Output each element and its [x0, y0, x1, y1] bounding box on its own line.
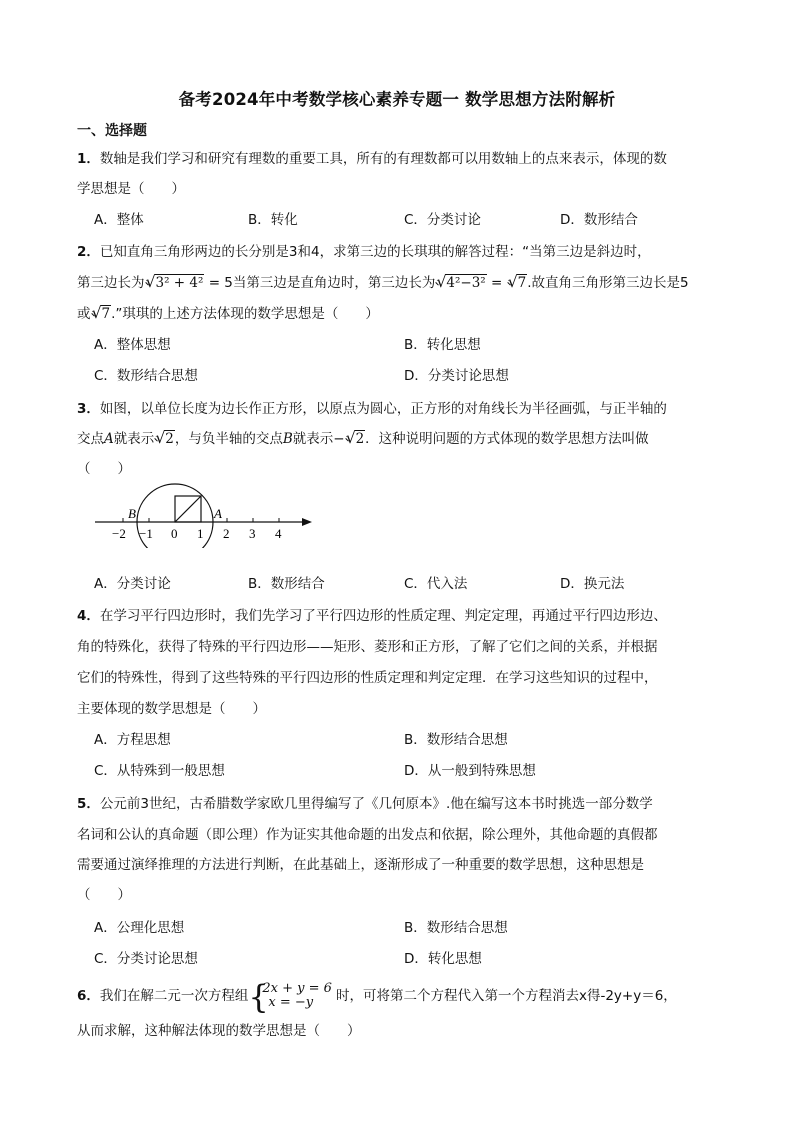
q2-number: 2．: [77, 244, 100, 260]
q4-line2: 角的特殊化，获得了特殊的平行四边形——矩形、菱形和正方形，了解了它们之间的关系，并根据: [77, 639, 658, 655]
q5-line4: （ ）: [77, 887, 131, 903]
sqrt-expression: √ 7: [507, 272, 527, 291]
q4-option-d[interactable]: D．从一般到特殊思想: [404, 763, 536, 779]
q5-option-a[interactable]: A．公理化思想: [94, 920, 185, 936]
square-diagonal: [175, 496, 201, 522]
sqrt-expression: √ 2: [345, 428, 365, 447]
q3-line2: 交点A就表示 √ 2，与负半轴的交点B就表示− √ 2．这种说明问题的方式体现的数学思想方法叫做: [77, 428, 649, 447]
q2-option-c[interactable]: C．数形结合思想: [94, 368, 198, 384]
tick-label: −2: [112, 526, 126, 541]
q2-line1: 2．已知直角三角形两边的长分别是3和4，求第三边的长琪琪的解答过程：“当第三边是斜边时，: [77, 244, 651, 260]
sqrt-expression: √ 3² + 4²: [145, 272, 204, 291]
q2-line2: 第三边长为 √ 3² + 4² = 5当第三边是直角边时，第三边长为 √ 4²−3² = √ 7.故直角三角形第三边长是5: [77, 272, 689, 291]
sqrt-expression: √ 2: [155, 428, 174, 447]
q6-line1: 6．我们在解二元一次方程组 { 2x + y = 6 x = −y 时，可将第二个方程代入第一个方程消去x得-2y+y＝6，: [77, 978, 677, 1016]
q4-option-a[interactable]: A．方程思想: [94, 732, 171, 748]
point-a-label: A: [214, 506, 222, 521]
q3-line1: 3．如图，以单位长度为边长作正方形，以原点为圆心，正方形的对角线长为半径画弧，与正半轴的: [77, 401, 667, 417]
q5-line3: 需要通过演绎推理的方法进行判断，在此基础上，逐渐形成了一种重要的数学思想，这种思想是: [77, 857, 644, 873]
q5-option-b[interactable]: B．数形结合思想: [404, 920, 508, 936]
point-b-label: B: [128, 506, 136, 521]
q6-number: 6．: [77, 988, 100, 1004]
tick-label: 4: [275, 526, 282, 541]
equation-system: { 2x + y = 6 x = −y: [248, 978, 332, 1016]
q1-option-c[interactable]: C．分类讨论: [404, 212, 481, 228]
q1-number: 1．: [77, 151, 100, 167]
q4-option-b[interactable]: B．数形结合思想: [404, 732, 508, 748]
q1-option-a[interactable]: A．整体: [94, 212, 144, 228]
section-heading: 一、选择题: [77, 123, 147, 139]
q1-line2: 学思想是（ ）: [77, 181, 185, 197]
q3-number: 3．: [77, 401, 100, 417]
q2-line3: 或 √ 7.”琪琪的上述方法体现的数学思想是（ ）: [77, 303, 379, 322]
q5-option-d[interactable]: D．转化思想: [404, 951, 482, 967]
q5-line2: 名词和公认的真命题（即公理）作为证实其他命题的出发点和依据，除公理外，其他命题的真假都: [77, 827, 658, 843]
q4-option-c[interactable]: C．从特殊到一般思想: [94, 763, 225, 779]
q1-line1: 1．数轴是我们学习和研究有理数的重要工具，所有的有理数都可以用数轴上的点来表示，体现的数: [77, 151, 667, 167]
q3-line3: （ ）: [77, 461, 131, 477]
q1-option-b[interactable]: B．转化: [248, 212, 298, 228]
q2-option-a[interactable]: A．整体思想: [94, 337, 171, 353]
left-brace-icon: {: [248, 978, 269, 1016]
q2-option-d[interactable]: D．分类讨论思想: [404, 368, 509, 384]
number-line-figure: [90, 478, 330, 548]
q4-line1: 4．在学习平行四边形时，我们先学习了平行四边形的性质定理、判定定理，再通过平行四边形边、: [77, 608, 667, 624]
q5-option-c[interactable]: C．分类讨论思想: [94, 951, 198, 967]
page-title: 备考2024年中考数学核心素养专题一 数学思想方法附解析: [178, 90, 616, 109]
q4-number: 4．: [77, 608, 100, 624]
tick-label: −1: [139, 526, 153, 541]
tick-label: 3: [249, 526, 256, 541]
q5-number: 5．: [77, 796, 100, 812]
axis-arrow-icon: [302, 518, 312, 526]
q4-line4: 主要体现的数学思想是（ ）: [77, 701, 266, 717]
q3-option-d[interactable]: D．换元法: [560, 576, 625, 592]
tick-label: 0: [171, 526, 178, 541]
q3-option-c[interactable]: C．代入法: [404, 576, 468, 592]
q1-option-d[interactable]: D．数形结合: [560, 212, 638, 228]
sqrt-expression: √ 4²−3²: [436, 272, 486, 291]
q3-option-a[interactable]: A．分类讨论: [94, 576, 171, 592]
tick-label: 2: [223, 526, 230, 541]
q5-line1: 5．公元前3世纪，古希腊数学家欧几里得编写了《几何原本》.他在编写这本书时挑选一部分数学: [77, 796, 653, 812]
sqrt-expression: √ 7: [91, 303, 111, 322]
q3-option-b[interactable]: B．数形结合: [248, 576, 325, 592]
q4-line3: 它们的特殊性，得到了这些特殊的平行四边形的性质定理和判定定理．在学习这些知识的过程中，: [77, 670, 658, 686]
tick-label: 1: [197, 526, 204, 541]
q6-line2: 从而求解，这种解法体现的数学思想是（ ）: [77, 1023, 361, 1039]
q2-option-b[interactable]: B．转化思想: [404, 337, 481, 353]
